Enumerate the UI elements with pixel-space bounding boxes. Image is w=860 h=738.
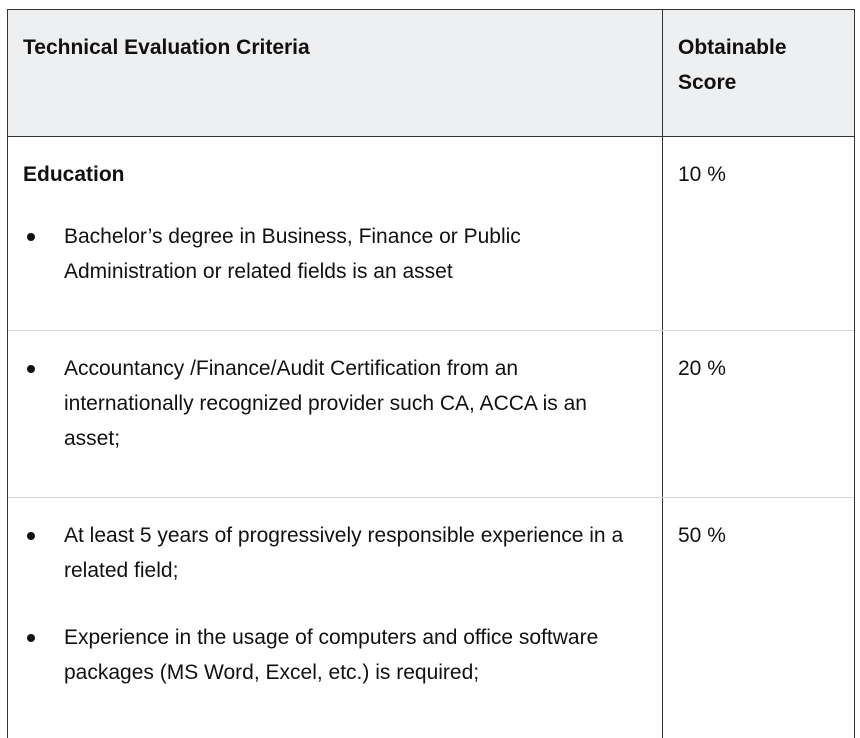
table-row bbox=[8, 331, 854, 498]
criteria-list bbox=[23, 518, 648, 690]
criteria-list bbox=[23, 219, 648, 289]
score-value: 10 % bbox=[678, 163, 726, 186]
header-criteria-cell bbox=[8, 10, 663, 136]
criteria-cell bbox=[8, 137, 663, 330]
score-cell bbox=[663, 498, 854, 738]
score-cell bbox=[663, 137, 854, 330]
section-title-education: Education bbox=[23, 163, 125, 186]
bullet-icon bbox=[27, 634, 35, 642]
list-item-text: At least 5 years of progressively responsible experience in a related field; bbox=[64, 524, 624, 582]
score-value: 20 % bbox=[678, 357, 726, 380]
table-header-row bbox=[8, 10, 854, 137]
criteria-list bbox=[23, 351, 648, 456]
list-item-text: Experience in the usage of computers and office software packages (MS Word, Excel, etc.) is required; bbox=[64, 626, 599, 684]
list-item-text: Bachelor’s degree in Business, Finance or Public Administration or related fields is an asset bbox=[64, 225, 521, 283]
list-item bbox=[23, 351, 648, 456]
header-score-label-line2: Score bbox=[678, 71, 737, 94]
list-item bbox=[23, 620, 648, 690]
criteria-cell bbox=[8, 331, 663, 497]
list-item-text: Accountancy /Finance/Audit Certification from an internationally recognized provider such CA, ACCA is an asset; bbox=[64, 357, 587, 450]
bullet-icon bbox=[27, 365, 35, 373]
criteria-cell bbox=[8, 498, 663, 738]
bullet-icon bbox=[27, 532, 35, 540]
bullet-icon bbox=[27, 233, 35, 241]
evaluation-criteria-table bbox=[7, 9, 855, 738]
list-item bbox=[23, 219, 648, 289]
header-criteria-label: Technical Evaluation Criteria bbox=[23, 36, 310, 59]
list-item bbox=[23, 518, 648, 588]
header-score-cell bbox=[663, 10, 854, 136]
score-value: 50 % bbox=[678, 524, 726, 547]
table-row bbox=[8, 137, 854, 331]
header-score-label-line1: Obtainable bbox=[678, 36, 787, 59]
table-row bbox=[8, 498, 854, 738]
score-cell bbox=[663, 331, 854, 497]
